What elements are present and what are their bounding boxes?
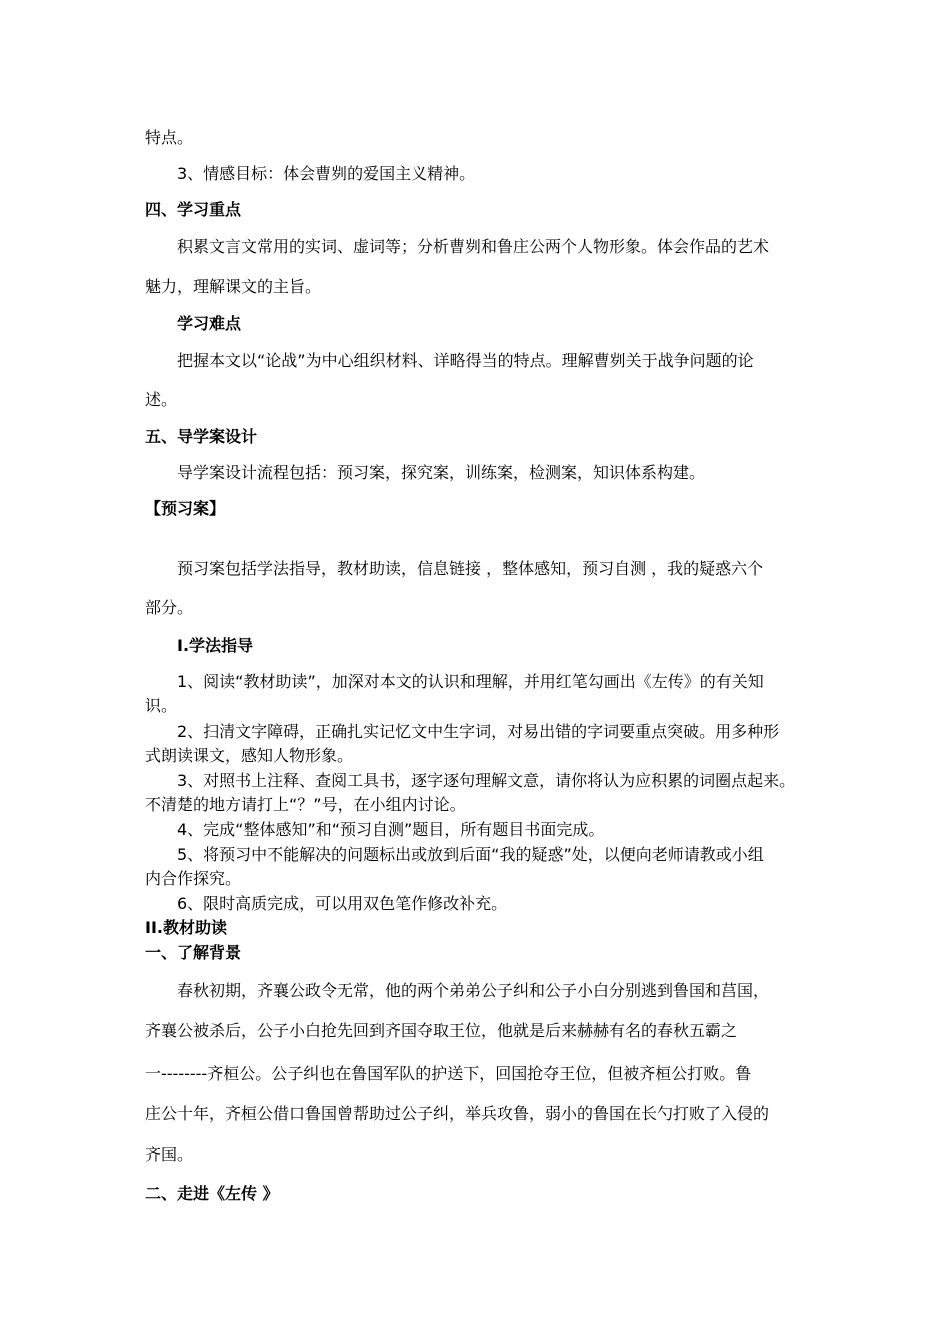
paragraph-line: 3、对照书上注释、查阅工具书，逐字逐句理解文意，请你将认为应积累的词圈点起来。 <box>177 771 796 790</box>
paragraph-line: 积累文言文常用的实词、虚词等；分析曹刿和鲁庄公两个人物形象。体会作品的艺术 <box>177 237 770 256</box>
paragraph-line: 6、限时高质完成，可以用双色笔作修改补充。 <box>177 894 508 913</box>
paragraph-line: 一--------齐桓公。公子纠也在鲁国军队的护送下，回国抢夺王位，但被齐桓公打败。鲁 <box>145 1064 752 1083</box>
subsection-heading: I.学法指导 <box>177 636 254 655</box>
paragraph-line: 魅力，理解课文的主旨。 <box>145 277 322 296</box>
paragraph-line: 不清楚的地方请打上“？”号，在小组内讨论。 <box>145 795 466 814</box>
paragraph-line: 春秋初期，齐襄公政令无常，他的两个弟弟公子纠和公子小白分别逃到鲁国和莒国， <box>177 981 770 1000</box>
paragraph-line: 导学案设计流程包括：预习案，探究案，训练案，检测案，知识体系构建。 <box>177 463 706 482</box>
section-heading: 一、了解背景 <box>145 943 242 962</box>
paragraph-line: 4、完成“整体感知”和“预习自测”题目，所有题目书面完成。 <box>177 820 605 839</box>
paragraph-line: 庄公十年，齐桓公借口鲁国曾帮助过公子纠，举兵攻鲁，弱小的鲁国在长勺打败了入侵的 <box>145 1104 770 1123</box>
paragraph-line: 预习案包括学法指导，教材助读，信息链接 ，整体感知，预习自测 ，我的疑惑六个 <box>177 559 764 578</box>
paragraph-line: 识。 <box>145 696 178 715</box>
paragraph-line: 1、阅读“教材助读”，加深对本文的认识和理解，并用红笔勾画出《左传》的有关知 <box>177 672 764 691</box>
section-heading: 四、学习重点 <box>145 200 242 219</box>
paragraph-line: 述。 <box>145 390 178 409</box>
paragraph-line: 把握本文以“论战”为中心组织材料、详略得当的特点。理解曹刿关于战争问题的论 <box>177 351 754 370</box>
paragraph-line: 内合作探究。 <box>145 869 242 888</box>
paragraph-line: 齐国。 <box>145 1145 194 1164</box>
paragraph-line: 3、情感目标：体会曹刿的爱国主义精神。 <box>177 164 476 183</box>
section-heading: II.教材助读 <box>145 918 227 937</box>
paragraph-line: 2、扫清文字障碍，正确扎实记忆文中生字词，对易出错的字词要重点突破。用多种形 <box>177 722 780 741</box>
paragraph-line: 式朗读课文，感知人物形象。 <box>145 746 354 765</box>
paragraph-line: 5、将预习中不能解决的问题标出或放到后面“我的疑惑”处，以便向老师请教或小组 <box>177 845 764 864</box>
paragraph-line: 齐襄公被杀后，公子小白抢先回到齐国夺取王位，他就是后来赫赫有名的春秋五霸之 <box>145 1021 738 1040</box>
paragraph-line: 特点。 <box>145 128 194 147</box>
section-heading: 二、走进《左传 》 <box>145 1184 279 1203</box>
section-heading: 【预习案】 <box>145 499 226 518</box>
subsection-heading: 学习难点 <box>177 314 242 333</box>
section-heading: 五、导学案设计 <box>145 427 258 446</box>
paragraph-line: 部分。 <box>145 598 194 617</box>
